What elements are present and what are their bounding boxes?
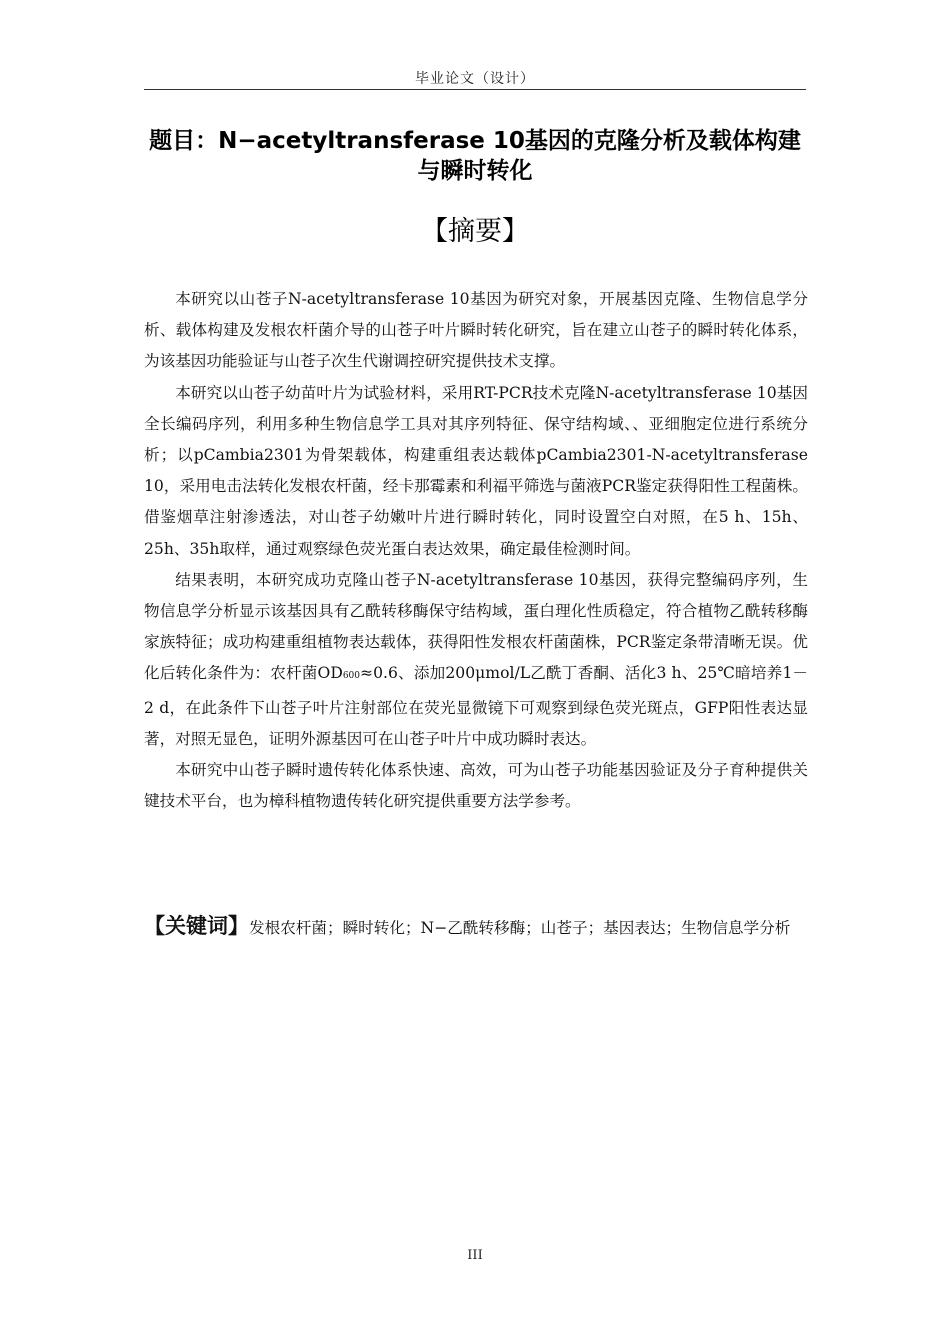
abstract-heading: 【摘要】: [421, 216, 529, 247]
title-line-1: 题目：N−acetyltransferase 10基因的克隆分析及载体构建: [149, 128, 801, 154]
page-number: III: [467, 1248, 483, 1263]
abstract-paragraph-3: [144, 565, 808, 755]
keywords-label: 【关键词】: [144, 914, 249, 938]
abstract-paragraph-4: 本研究中山苍子瞬时遗传转化体系快速、高效，可为山苍子功能基因验证及分子育种提供关键技术平台，也为樟科植物遗传转化研究提供重要方法学参考。: [144, 761, 808, 811]
thesis-title: [144, 126, 806, 186]
page-header: 毕业论文（设计）: [415, 71, 535, 87]
abstract-paragraph-1: 本研究以山苍子N-acetyltransferase 10基因为研究对象，开展基因克隆、生物信息学分析、载体构建及发根农杆菌介导的山苍子叶片瞬时转化研究，旨在建立山苍子的瞬时转化体系，为该基因功能验证与山苍子次生代谢调控研究提供技术支撑。: [144, 290, 808, 371]
keywords-section: [144, 911, 808, 944]
paragraph-3-text-a: 结果表明，本研究成功克隆山苍子N-acetyltransferase 10基因，获得完整编码序列，生物信息学分析显示该基因具有乙酰转移酶保守结构域，蛋白理化性质稳定，符合植物乙酰转移酶家族特征；成功构建重组植物表达载体，获得阳性发根农杆菌菌株，PCR鉴定条带清晰无误。优化后转化条件为：农杆菌OD: [144, 570, 808, 683]
od-subscript: 600: [342, 671, 361, 682]
header-divider: [144, 89, 806, 90]
keywords-text: 发根农杆菌；瞬时转化；N−乙酰转移酶；山苍子；基因表达；生物信息学分析: [249, 919, 791, 937]
abstract-body: [144, 284, 808, 817]
abstract-paragraph-2: 本研究以山苍子幼苗叶片为试验材料，采用RT-PCR技术克隆N-acetyltransferase 10基因全长编码序列，利用多种生物信息学工具对其序列特征、保守结构域、、亚细胞定位进行系统分析；以pCambia2301为骨架载体，构建重组表达载体pCambia2301-N-acetyltransferase 10，采用电击法转化发根农杆菌，经卡那霉素和利福平筛选与菌液PCR鉴定获得阳性工程菌株。借鉴烟草注射渗透法，对山苍子幼嫩叶片进行瞬时转化，同时设置空白对照，在5 h、15h、25h、35h取样，通过观察绿色荧光蛋白表达效果，确定最佳检测时间。: [144, 383, 808, 558]
title-line-2: 与瞬时转化: [417, 158, 533, 184]
paragraph-3-text-b: ≈0.6、添加200μmol/L乙酰丁香酮、活化3 h、25℃暗培养1－2 d，在此条件下山苍子叶片注射部位在荧光显微镜下可观察到绿色荧光斑点，GFP阳性表达显著，对照无显色，证明外源基因可在山苍子叶片中成功瞬时表达。: [144, 664, 808, 748]
